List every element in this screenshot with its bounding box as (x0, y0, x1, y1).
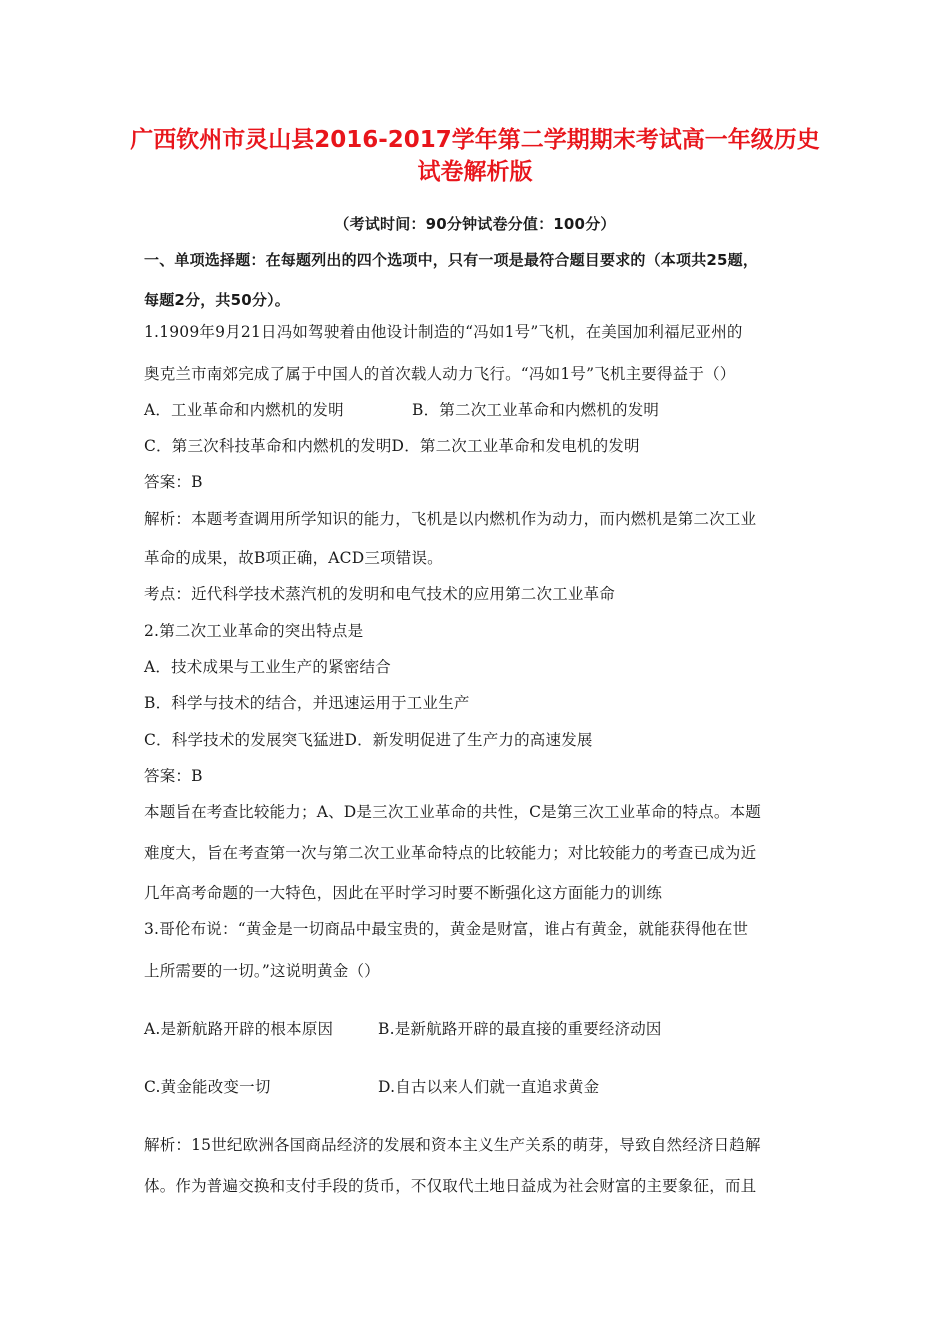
q3-option-d: D.自古以来人们就一直追求黄金 (378, 1078, 600, 1096)
q3-options-cd (144, 1077, 600, 1097)
q3-stem-line-1: 3.哥伦布说：“黄金是一切商品中最宝贵的，黄金是财富，谁占有黄金，就能获得他在世 (144, 920, 749, 938)
title-line-1: 广西钦州市灵山县2016-2017学年第二学期期末考试高一年级历史 (130, 127, 820, 153)
q3-option-b: B.是新航路开辟的最直接的重要经济动因 (378, 1020, 662, 1038)
q1-analysis-line-2: 革命的成果，故B项正确，ACD三项错误。 (144, 549, 443, 567)
q1-stem-line-2: 奥克兰市南郊完成了属于中国人的首次载人动力飞行。“冯如1号”飞机主要得益于（） (144, 365, 736, 383)
q3-analysis-line-2: 体。作为普遍交换和支付手段的货币，不仅取代土地日益成为社会财富的主要象征，而且 (144, 1177, 757, 1195)
q1-option-cd: C．第三次科技革命和内燃机的发明D．第二次工业革命和发电机的发明 (144, 437, 640, 455)
q1-option-b: B．第二次工业革命和内燃机的发明 (412, 401, 660, 419)
q2-option-a: A．技术成果与工业生产的紧密结合 (144, 658, 391, 676)
q1-option-a: A．工业革命和内燃机的发明 (144, 401, 344, 419)
section-heading-line-1: 一、单项选择题：在每题列出的四个选项中，只有一项是最符合题目要求的（本项共25题， (144, 251, 759, 269)
q3-stem-line-2: 上所需要的一切。”这说明黄金（） (144, 962, 380, 980)
q2-stem: 2.第二次工业革命的突出特点是 (144, 622, 364, 640)
q1-point: 考点：近代科学技术蒸汽机的发明和电气技术的应用第二次工业革命 (144, 585, 616, 603)
title-line-2: 试卷解析版 (417, 159, 533, 185)
q1-stem-line-1: 1.1909年9月21日冯如驾驶着由他设计制造的“冯如1号”飞机，在美国加利福尼亚州的 (144, 323, 743, 341)
q2-option-cd: C．科学技术的发展突飞猛进D．新发明促进了生产力的高速发展 (144, 731, 593, 749)
q2-option-b: B．科学与技术的结合，并迅速运用于工业生产 (144, 694, 470, 712)
q3-analysis-line-1: 解析：15世纪欧洲各国商品经济的发展和资本主义生产关系的萌芽，导致自然经济日趋解 (144, 1136, 761, 1154)
q2-answer: 答案：B (144, 767, 203, 785)
q2-analysis-line-2: 难度大，旨在考查第一次与第二次工业革命特点的比较能力；对比较能力的考查已成为近 (144, 844, 757, 862)
q1-options-ab (144, 400, 660, 420)
q2-analysis-line-1: 本题旨在考查比较能力；A、D是三次工业革命的共性，C是第三次工业革命的特点。本题 (144, 803, 761, 821)
q1-answer: 答案：B (144, 473, 203, 491)
q3-option-c: C.黄金能改变一切 (144, 1078, 271, 1096)
section-heading-line-2: 每题2分，共50分）。 (144, 291, 291, 309)
q1-analysis-line-1: 解析：本题考查调用所学知识的能力，飞机是以内燃机作为动力，而内燃机是第二次工业 (144, 510, 757, 528)
q3-options-ab (144, 1019, 662, 1039)
q2-analysis-line-3: 几年高考命题的一大特色，因此在平时学习时要不断强化这方面能力的训练 (144, 884, 663, 902)
q3-option-a: A.是新航路开辟的根本原因 (144, 1020, 334, 1038)
exam-info: （考试时间：90分钟试卷分值：100分） (334, 215, 616, 233)
